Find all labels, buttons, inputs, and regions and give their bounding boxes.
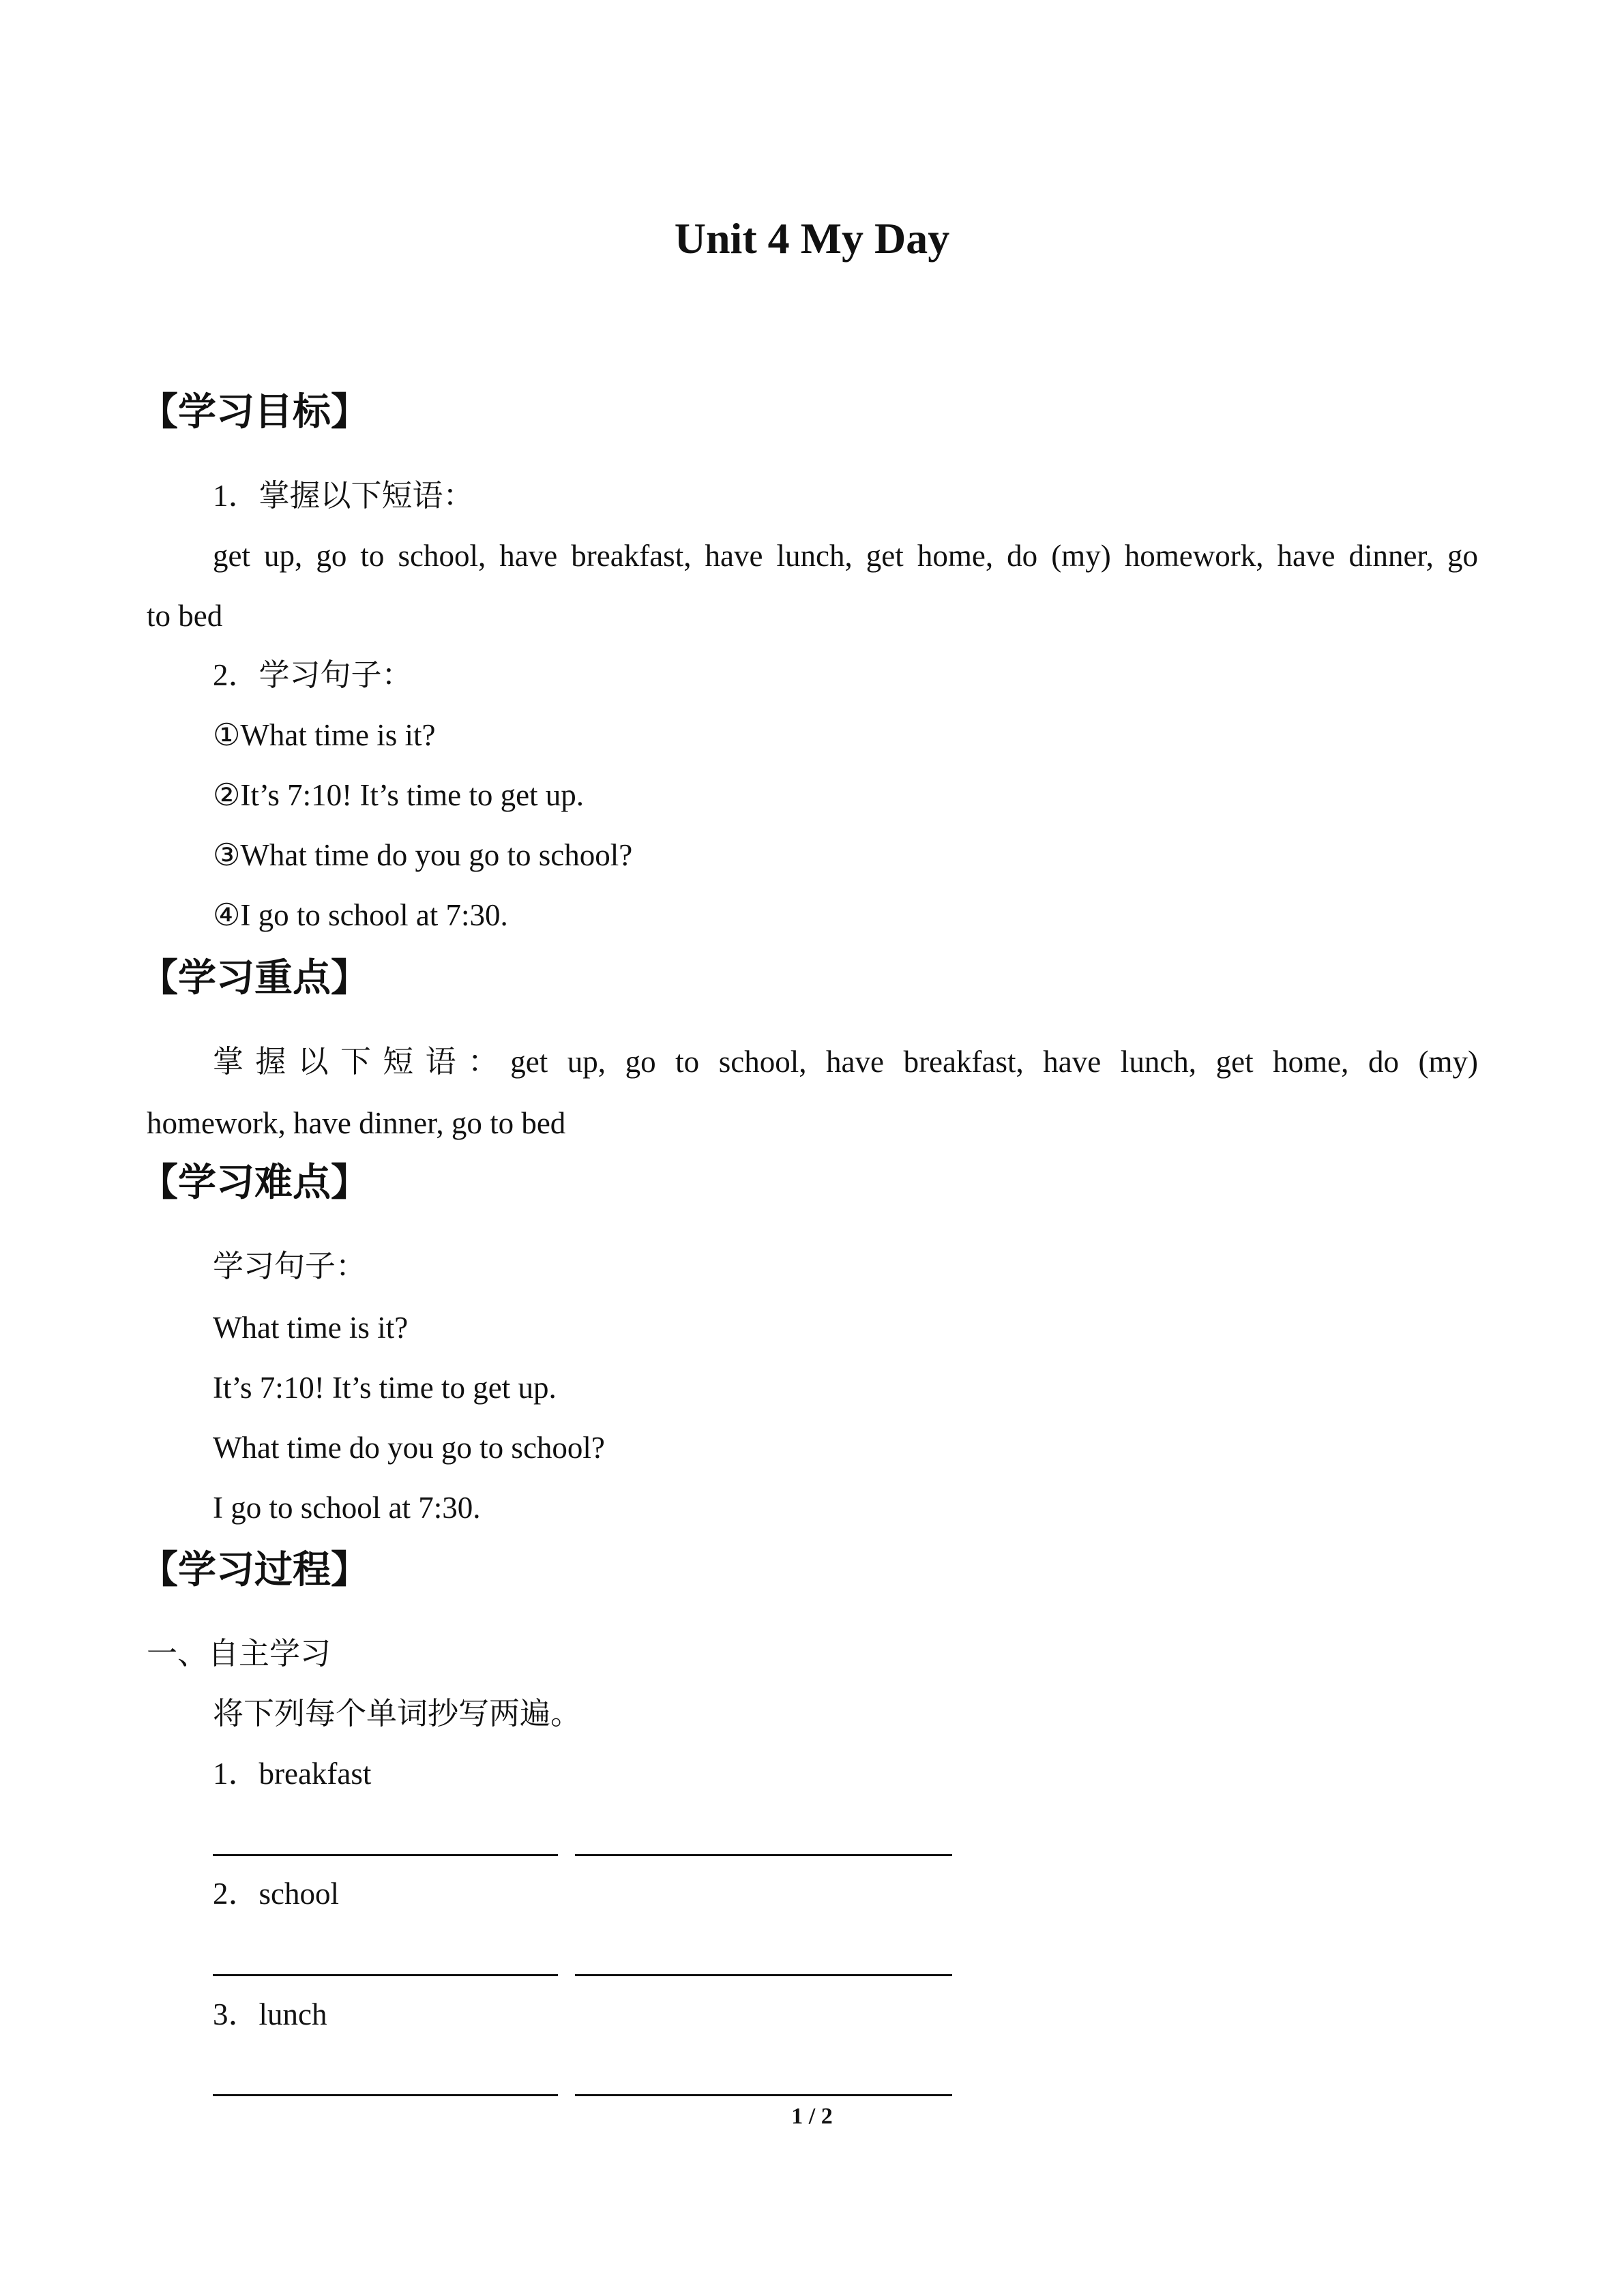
process-heading: 【学习过程】 <box>140 1549 369 1592</box>
key-points-heading: 【学习重点】 <box>140 957 369 1000</box>
word-item: 2．school <box>213 1877 339 1911</box>
objectives-phrases-line2: to bed <box>147 599 223 633</box>
page-number: 1 / 2 <box>791 2104 833 2129</box>
key-points-line2: homework, have dinner, go to bed <box>147 1106 566 1140</box>
objectives-heading: 【学习目标】 <box>140 391 369 434</box>
difficulties-sentence: It’s 7:10! It’s time to get up. <box>213 1371 557 1405</box>
word-item: 1．breakfast <box>213 1757 372 1791</box>
objectives-sentence: ④I go to school at 7:30. <box>213 898 508 932</box>
page-title: Unit 4 My Day <box>674 214 950 263</box>
difficulties-label: 学习句子： <box>213 1249 367 1283</box>
objectives-sentence: ①What time is it? <box>213 718 436 752</box>
answer-blank[interactable] <box>213 1974 558 1976</box>
answer-blank[interactable] <box>213 1854 558 1856</box>
difficulties-sentence: I go to school at 7:30. <box>213 1491 481 1525</box>
objectives-sentence: ③What time do you go to school? <box>213 838 633 872</box>
difficulties-sentence: What time do you go to school? <box>213 1431 605 1465</box>
process-part1-title: 一、自主学习 <box>147 1637 331 1671</box>
process-instruction: 将下列每个单词抄写两遍。 <box>213 1697 582 1731</box>
objectives-phrases-line1: get up, go to school, have breakfast, have lunch, get home, do (my) homework, have dinner, go <box>213 539 1478 573</box>
key-points-line1: 掌握以下短语：get up, go to school, have breakfast, have lunch, get home, do (my) <box>213 1045 1478 1079</box>
difficulties-sentence: What time is it? <box>213 1311 409 1345</box>
answer-blank[interactable] <box>575 1974 952 1976</box>
answer-blank[interactable] <box>575 1854 952 1856</box>
objectives-sentence: ②It’s 7:10! It’s time to get up. <box>213 778 585 812</box>
word-item: 3．lunch <box>213 1997 327 2031</box>
objectives-item1-label: 1．掌握以下短语： <box>213 479 474 513</box>
answer-blank[interactable] <box>575 2094 952 2096</box>
answer-blank[interactable] <box>213 2094 558 2096</box>
objectives-item2-label: 2．学习句子： <box>213 658 413 692</box>
difficulties-heading: 【学习难点】 <box>140 1162 369 1204</box>
